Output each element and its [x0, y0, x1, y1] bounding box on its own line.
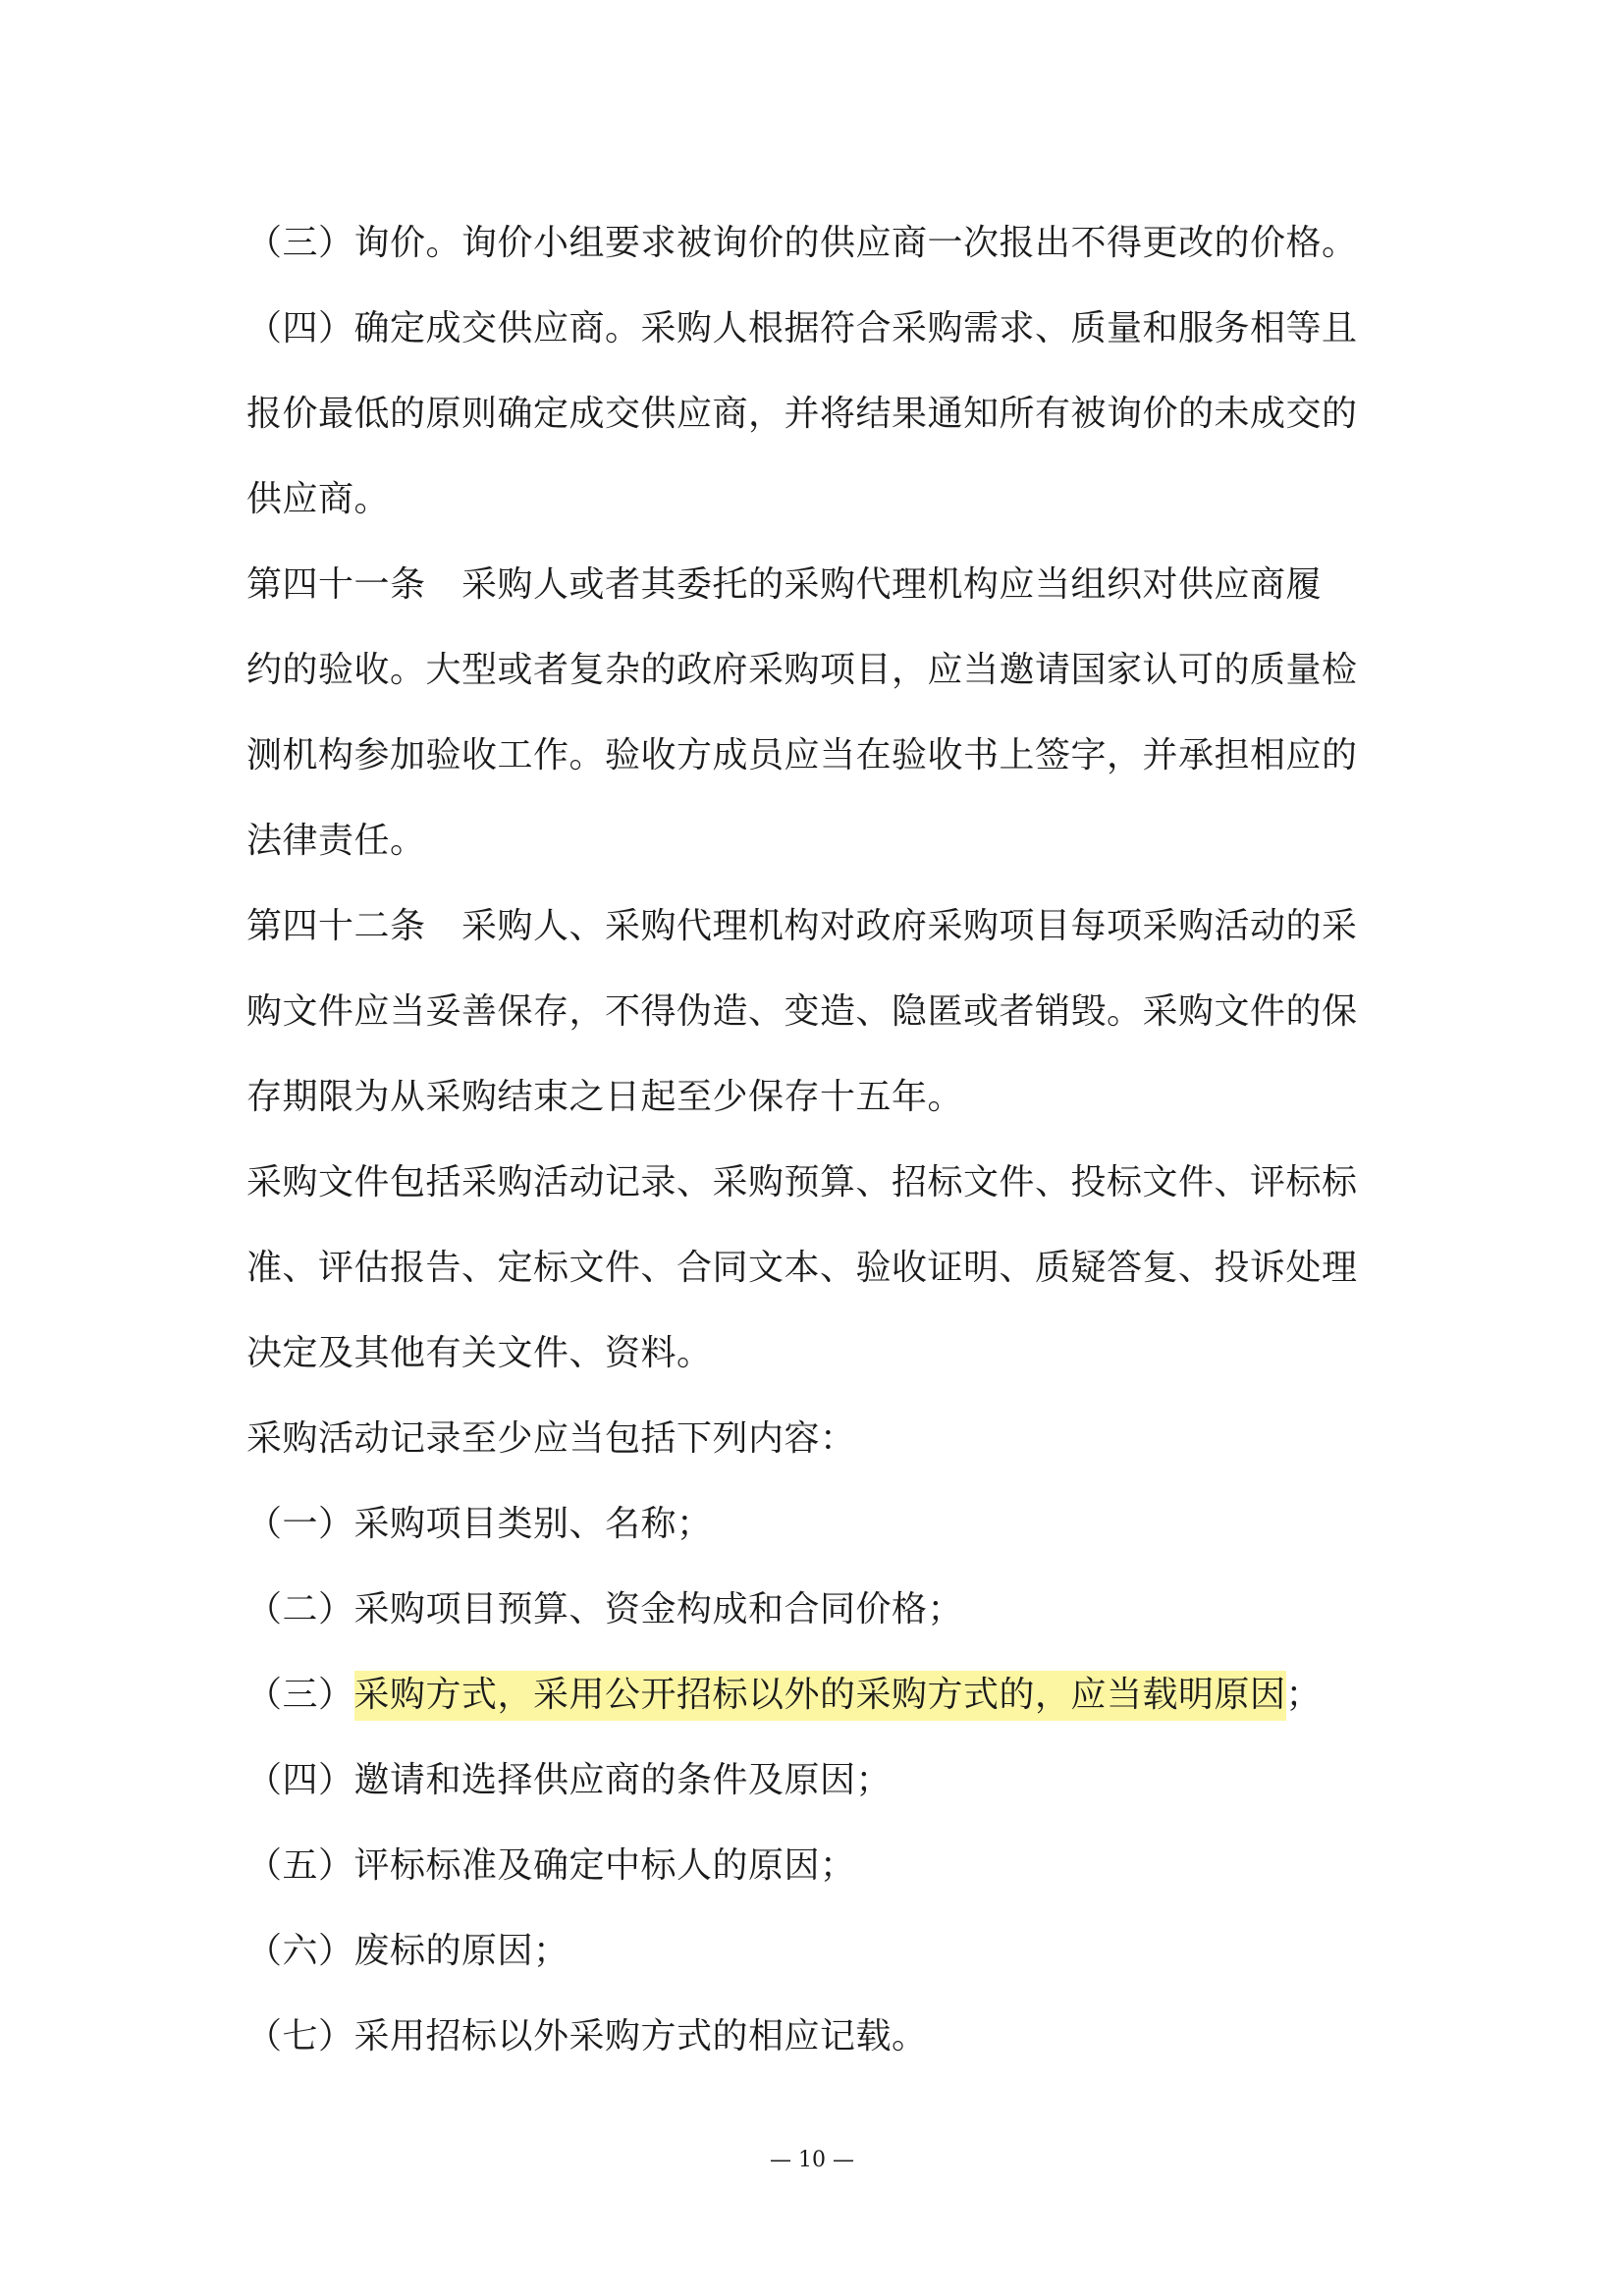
text-line: 采购活动记录至少应当包括下列内容： — [246, 1418, 856, 1459]
list-item: （七）采用招标以外采购方式的相应记载。 — [246, 2016, 928, 2056]
article-41-heading-line: 第四十一条 采购人或者其委托的采购代理机构应当组织对供应商履 — [246, 564, 1323, 605]
list-item: （二）采购项目预算、资金构成和合同价格； — [246, 1589, 964, 1629]
text-line: 测机构参加验收工作。验收方成员应当在验收书上签字，并承担相应的 — [246, 735, 1358, 775]
text-line: 购文件应当妥善保存，不得伪造、变造、隐匿或者销毁。采购文件的保 — [246, 991, 1358, 1032]
page-number: — 10 — — [770, 2148, 854, 2172]
text-line: （三）询价。询价小组要求被询价的供应商一次报出不得更改的价格。 — [246, 223, 1358, 263]
text-line: 报价最低的原则确定成交供应商，并将结果通知所有被询价的未成交的 — [246, 394, 1358, 434]
text-line: 决定及其他有关文件、资料。 — [246, 1333, 713, 1373]
text-line: （四）确定成交供应商。采购人根据符合采购需求、质量和服务相等且 — [246, 308, 1358, 348]
text-line: 供应商。 — [246, 479, 391, 519]
list-item: （四）邀请和选择供应商的条件及原因； — [246, 1760, 893, 1800]
text-line: 准、评估报告、定标文件、合同文本、验收证明、质疑答复、投诉处理 — [246, 1248, 1358, 1288]
text-line: 采购文件包括采购活动记录、采购预算、招标文件、投标文件、评标标 — [246, 1162, 1358, 1202]
list-item: （五）评标标准及确定中标人的原因； — [246, 1845, 856, 1886]
text-line: 存期限为从采购结束之日起至少保存十五年。 — [246, 1077, 964, 1117]
list-item: （一）采购项目类别、名称； — [246, 1504, 713, 1544]
text-line: 法律责任。 — [246, 821, 426, 861]
list-item-prefix: （三） — [246, 1675, 354, 1715]
highlighted-text: 采购方式，采用公开招标以外的采购方式的，应当载明原因 — [354, 1671, 1286, 1721]
list-item: （六）废标的原因； — [246, 1931, 569, 1971]
list-item-suffix: ； — [1285, 1675, 1323, 1715]
article-42-heading-line: 第四十二条 采购人、采购代理机构对政府采购项目每项采购活动的采 — [246, 906, 1358, 946]
list-item-highlighted — [246, 1674, 1395, 1717]
text-line: 约的验收。大型或者复杂的政府采购项目，应当邀请国家认可的质量检 — [246, 650, 1358, 690]
